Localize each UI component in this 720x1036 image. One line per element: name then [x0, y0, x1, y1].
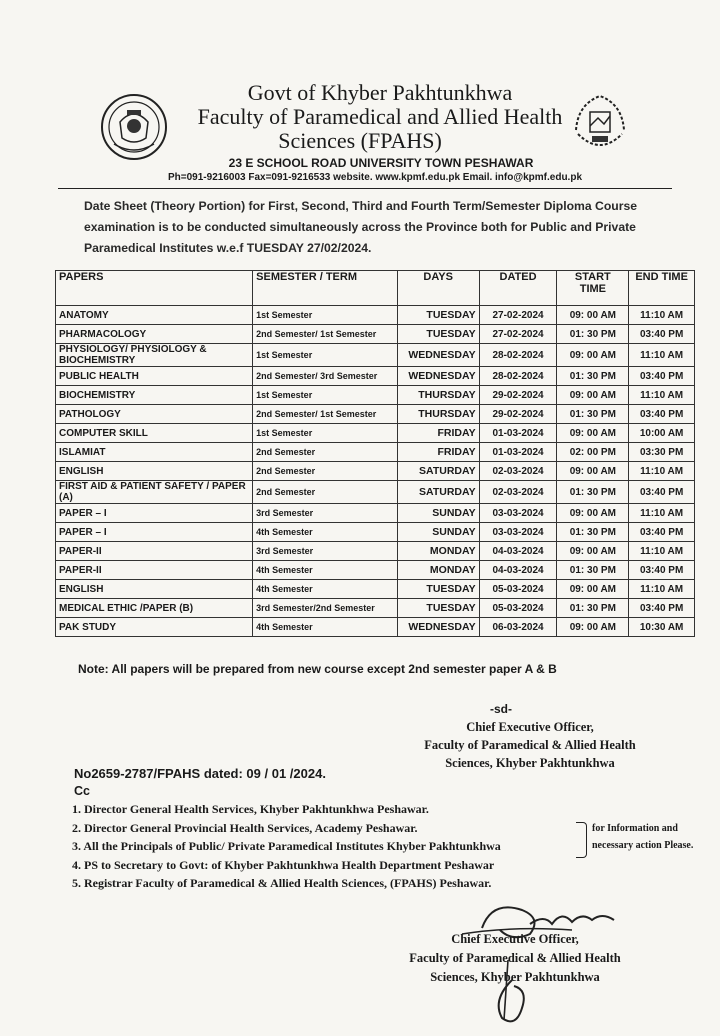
cell-date: 03-03-2024: [479, 504, 557, 523]
cell-day: FRIDAY: [397, 424, 479, 443]
cell-date: 04-03-2024: [479, 561, 557, 580]
cell-start-time: 09: 00 AM: [557, 306, 629, 325]
cell-paper: PATHOLOGY: [56, 405, 253, 424]
cell-end-time: 10:00 AM: [629, 424, 695, 443]
cell-paper: PAPER – I: [56, 504, 253, 523]
cell-paper: PHARMACOLOGY: [56, 325, 253, 344]
cc-label: Cc: [74, 784, 90, 798]
cell-start-time: 09: 00 AM: [557, 386, 629, 405]
cell-date: 02-03-2024: [479, 462, 557, 481]
cell-end-time: 11:10 AM: [629, 344, 695, 367]
cell-start-time: 01: 30 PM: [557, 523, 629, 542]
cell-semester: 4th Semester: [253, 561, 398, 580]
kp-crest-logo: [568, 90, 632, 162]
cell-date: 04-03-2024: [479, 542, 557, 561]
date-sheet-table: [55, 270, 695, 637]
cell-paper: PAPER-II: [56, 542, 253, 561]
sd-mark: -sd-: [490, 702, 512, 716]
cell-semester: 1st Semester: [253, 424, 398, 443]
table-row: [56, 424, 695, 443]
cc-list-item: 2. Director General Provincial Health Services, Academy Peshawar.: [72, 820, 418, 835]
header-faculty-subtitle: Sciences (FPAHS): [278, 128, 442, 153]
cell-semester: 2nd Semester: [253, 443, 398, 462]
cell-end-time: 11:10 AM: [629, 504, 695, 523]
cell-paper: PAPER – I: [56, 523, 253, 542]
signature-1-line3: Sciences, Khyber Pakhtunkhwa: [445, 756, 615, 770]
cell-semester: 3rd Semester/2nd Semester: [253, 599, 398, 618]
table-row: [56, 618, 695, 637]
cell-date: 29-02-2024: [479, 405, 557, 424]
cell-date: 01-03-2024: [479, 424, 557, 443]
cell-day: SUNDAY: [397, 504, 479, 523]
cell-day: MONDAY: [397, 561, 479, 580]
table-row: [56, 306, 695, 325]
cell-date: 06-03-2024: [479, 618, 557, 637]
cell-paper: COMPUTER SKILL: [56, 424, 253, 443]
cell-day: WEDNESDAY: [397, 367, 479, 386]
cell-date: 02-03-2024: [479, 481, 557, 504]
cell-semester: 1st Semester: [253, 306, 398, 325]
cell-day: TUESDAY: [397, 580, 479, 599]
cell-end-time: 11:10 AM: [629, 580, 695, 599]
header-govt-title: Govt of Khyber Pakhtunkhwa: [247, 80, 513, 105]
cell-day: SUNDAY: [397, 523, 479, 542]
cell-date: 27-02-2024: [479, 306, 557, 325]
cell-end-time: 11:10 AM: [629, 386, 695, 405]
signature-block-2: [395, 930, 635, 987]
signature-block-1: [400, 718, 660, 772]
table-row: [56, 542, 695, 561]
cell-start-time: 09: 00 AM: [557, 424, 629, 443]
cell-paper: ENGLISH: [56, 462, 253, 481]
cell-end-time: 10:30 AM: [629, 618, 695, 637]
signature-1-title: Chief Executive Officer,: [466, 720, 594, 734]
table-row: [56, 523, 695, 542]
cell-paper: BIOCHEMISTRY: [56, 386, 253, 405]
cc-side-note: for Information and necessary action Please.: [592, 823, 694, 851]
header-contact: Ph=091-9216003 Fax=091-9216533 website. www.kpmf.edu.pk Email. info@kpmf.edu.pk: [168, 172, 582, 183]
table-row: [56, 481, 695, 504]
cell-start-time: 02: 00 PM: [557, 443, 629, 462]
signature-2-line2: Faculty of Paramedical & Allied Health: [409, 951, 621, 965]
table-row: [56, 325, 695, 344]
cell-semester: 3rd Semester: [253, 504, 398, 523]
header-divider: [58, 188, 672, 189]
signature-2-line3: Sciences, Khyber Pakhtunkhwa: [430, 970, 600, 984]
cell-day: THURSDAY: [397, 386, 479, 405]
note-text: Note: All papers will be prepared from new course except 2nd semester paper A & B: [78, 662, 557, 676]
cell-paper: PAK STUDY: [56, 618, 253, 637]
header-papers: PAPERS: [56, 271, 253, 306]
cell-day: SATURDAY: [397, 481, 479, 504]
table-row: [56, 462, 695, 481]
cc-list-item: 1. Director General Health Services, Khyber Pakhtunkhwa Peshawar.: [72, 802, 429, 816]
cc-list: [72, 800, 602, 893]
cell-day: THURSDAY: [397, 405, 479, 424]
cell-date: 03-03-2024: [479, 523, 557, 542]
cell-end-time: 03:40 PM: [629, 405, 695, 424]
cell-date: 28-02-2024: [479, 344, 557, 367]
table-row: [56, 367, 695, 386]
table-row: [56, 386, 695, 405]
cell-end-time: 11:10 AM: [629, 462, 695, 481]
cell-date: 28-02-2024: [479, 367, 557, 386]
signature-2-title: Chief Executive Officer,: [451, 932, 579, 946]
table-row: [56, 344, 695, 367]
cell-date: 29-02-2024: [479, 386, 557, 405]
cell-day: WEDNESDAY: [397, 344, 479, 367]
cell-day: WEDNESDAY: [397, 618, 479, 637]
cell-start-time: 09: 00 AM: [557, 618, 629, 637]
cell-day: TUESDAY: [397, 599, 479, 618]
cell-paper: FIRST AID & PATIENT SAFETY / PAPER (A): [56, 481, 253, 504]
header-address: 23 E SCHOOL ROAD UNIVERSITY TOWN PESHAWAR: [228, 156, 534, 170]
header-start-time: START TIME: [557, 271, 629, 306]
cell-start-time: 09: 00 AM: [557, 504, 629, 523]
cell-end-time: 03:30 PM: [629, 443, 695, 462]
cell-paper: ANATOMY: [56, 306, 253, 325]
cell-semester: 2nd Semester: [253, 481, 398, 504]
cell-end-time: 03:40 PM: [629, 561, 695, 580]
cell-semester: 2nd Semester/ 1st Semester: [253, 325, 398, 344]
cell-end-time: 03:40 PM: [629, 367, 695, 386]
cell-paper: PAPER-II: [56, 561, 253, 580]
table-row: [56, 443, 695, 462]
cell-date: 05-03-2024: [479, 580, 557, 599]
table-row: [56, 561, 695, 580]
cell-day: SATURDAY: [397, 462, 479, 481]
reference-number: No2659-2787/FPAHS dated: 09 / 01 /2024.: [74, 766, 326, 781]
signature-1-line2: Faculty of Paramedical & Allied Health: [424, 738, 636, 752]
cell-start-time: 09: 00 AM: [557, 580, 629, 599]
cell-paper: PHYSIOLOGY/ PHYSIOLOGY & BIOCHEMISTRY: [56, 344, 253, 367]
cell-day: TUESDAY: [397, 325, 479, 344]
header-dated: DATED: [479, 271, 557, 306]
cc-list-item: 3. All the Principals of Public/ Private Paramedical Institutes Khyber Pakhtunkhwa: [72, 839, 501, 853]
intro-paragraph: Date Sheet (Theory Portion) for First, Second, Third and Fourth Term/Semester Diploma Course examination is to be conducted simultaneously across the Province both for Public and Private Paramedical Institutes w.e.f TUESDAY 27/02/2024.: [84, 199, 638, 255]
cell-date: 27-02-2024: [479, 325, 557, 344]
cell-paper: ISLAMIAT: [56, 443, 253, 462]
cell-start-time: 09: 00 AM: [557, 462, 629, 481]
cell-semester: 3rd Semester: [253, 542, 398, 561]
cell-semester: 1st Semester: [253, 386, 398, 405]
cell-end-time: 03:40 PM: [629, 599, 695, 618]
cell-start-time: 01: 30 PM: [557, 599, 629, 618]
cell-semester: 1st Semester: [253, 344, 398, 367]
table-row: [56, 580, 695, 599]
cell-start-time: 01: 30 PM: [557, 405, 629, 424]
header-days: DAYS: [397, 271, 479, 306]
header-semester: SEMESTER / TERM: [253, 271, 398, 306]
cell-paper: ENGLISH: [56, 580, 253, 599]
cell-start-time: 01: 30 PM: [557, 481, 629, 504]
cell-date: 05-03-2024: [479, 599, 557, 618]
table-row: [56, 599, 695, 618]
cell-semester: 4th Semester: [253, 618, 398, 637]
cell-semester: 4th Semester: [253, 580, 398, 599]
cc-list-item: 4. PS to Secretary to Govt: of Khyber Pakhtunkhwa Health Department Peshawar: [72, 857, 495, 872]
cell-semester: 2nd Semester/ 1st Semester: [253, 405, 398, 424]
cell-start-time: 09: 00 AM: [557, 542, 629, 561]
table-row: [56, 405, 695, 424]
table-row: [56, 504, 695, 523]
cell-end-time: 03:40 PM: [629, 481, 695, 504]
cell-start-time: 01: 30 PM: [557, 367, 629, 386]
header-end-time: END TIME: [629, 271, 695, 306]
cell-start-time: 09: 00 AM: [557, 344, 629, 367]
cell-paper: MEDICAL ETHIC /PAPER (B): [56, 599, 253, 618]
header-faculty-title: Faculty of Paramedical and Allied Health: [197, 104, 563, 129]
cell-semester: 2nd Semester: [253, 462, 398, 481]
cc-list-item: 5. Registrar Faculty of Paramedical & Allied Health Sciences, (FPAHS) Peshawar.: [72, 876, 492, 890]
cell-end-time: 11:10 AM: [629, 542, 695, 561]
cc-bracket: [576, 822, 587, 858]
cell-end-time: 03:40 PM: [629, 523, 695, 542]
govt-seal-logo: [100, 92, 168, 162]
cell-date: 01-03-2024: [479, 443, 557, 462]
cell-semester: 2nd Semester/ 3rd Semester: [253, 367, 398, 386]
cell-day: FRIDAY: [397, 443, 479, 462]
table-header-row: [56, 271, 695, 306]
cell-semester: 4th Semester: [253, 523, 398, 542]
cell-end-time: 11:10 AM: [629, 306, 695, 325]
cell-start-time: 01: 30 PM: [557, 561, 629, 580]
cell-day: TUESDAY: [397, 306, 479, 325]
cell-start-time: 01: 30 PM: [557, 325, 629, 344]
cell-end-time: 03:40 PM: [629, 325, 695, 344]
cell-day: MONDAY: [397, 542, 479, 561]
cell-paper: PUBLIC HEALTH: [56, 367, 253, 386]
